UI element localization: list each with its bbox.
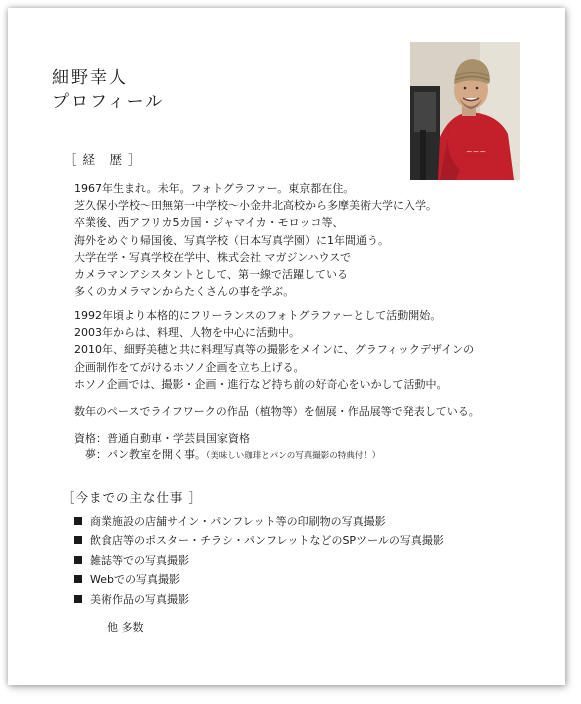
career-line: ホソノ企画では、撮影・企画・進行など持ち前の好奇心をいかして活動中。 [74,377,448,391]
profile-subtitle: プロフィール [52,92,165,112]
bullet-square-icon [74,575,82,583]
work-item [74,532,444,551]
works-list [74,513,444,610]
profile-title [52,66,164,114]
bullet-square-icon [74,556,82,564]
work-item-label: 飲食店等のポスター・チラシ・パンフレットなどのSPツールの写真撮影 [90,534,444,548]
career-line: カメラマンアシスタントとして、第一線で活躍している [74,268,349,282]
work-item-label: Webでの写真撮影 [90,573,180,587]
work-item-label: 商業施設の店舗サイン・パンフレット等の印刷物の写真撮影 [90,515,386,528]
svg-text:~~~: ~~~ [466,147,487,156]
bullet-square-icon [74,517,82,525]
bullet-square-icon [74,595,82,603]
career-line: 2003年からは、料理、人物を中心に活動中。 [74,326,300,340]
career-line: 多くのカメラマンからたくさんの事を学ぶ。 [74,285,295,299]
work-item [74,571,444,590]
work-item-label: 美術作品の写真撮影 [90,592,189,606]
profile-photo [410,42,520,180]
career-line: 1992年頃より本格的にフリーランスのフォトグラファーとして活動開始。 [74,309,442,322]
career-block-2 [74,307,474,393]
career-heading: ［ 経 歴 ］ [64,152,142,167]
work-item [74,591,444,610]
career-line: 1967年生まれ。未年。フォトグラファー。東京都在住。 [74,182,355,195]
career-block-1 [74,180,437,300]
career-line: 2010年、細野美穂と共に料理写真等の撮影をメインに、グラフィックデザインの [74,343,475,357]
dream-line [74,447,380,464]
career-line: 海外をめぐり帰国後、写真学校（日本写真学園）に1年間通う。 [74,233,389,247]
career-line: 卒業後、西アフリカ5カ国・ジャマイカ・モロッコ等、 [74,216,344,230]
license-block [74,431,380,464]
works-heading: ［今までの主な仕事 ］ [62,490,202,505]
license-line: 資格：普通自動車・学芸員国家資格 [74,432,250,445]
career-line: 大学在学・写真学校在学中、株式会社 マガジンハウスで [74,250,352,264]
work-item [74,513,444,532]
career-block-3 [74,403,480,420]
bullet-square-icon [74,536,82,544]
work-item-label: 雑誌等での写真撮影 [90,553,189,567]
dream-note: （美味しい珈琲とパンの写真撮影の特典付！） [206,451,381,461]
person-name: 細野幸人 [52,68,128,88]
others-note: 他 多数 [107,621,144,634]
dream-text: 夢：パン教室を開く事。 [74,448,206,461]
career-line: 数年のペースでライフワークの作品（植物等）を個展・作品展等で発表している。 [74,405,480,418]
career-line: 芝久保小学校～田無第一中学校～小金井北高校から多摩美術大学に入学。 [74,199,437,213]
career-line: 企画制作をてがけるホソノ企画を立ち上げる。 [74,360,305,374]
work-item [74,552,444,571]
